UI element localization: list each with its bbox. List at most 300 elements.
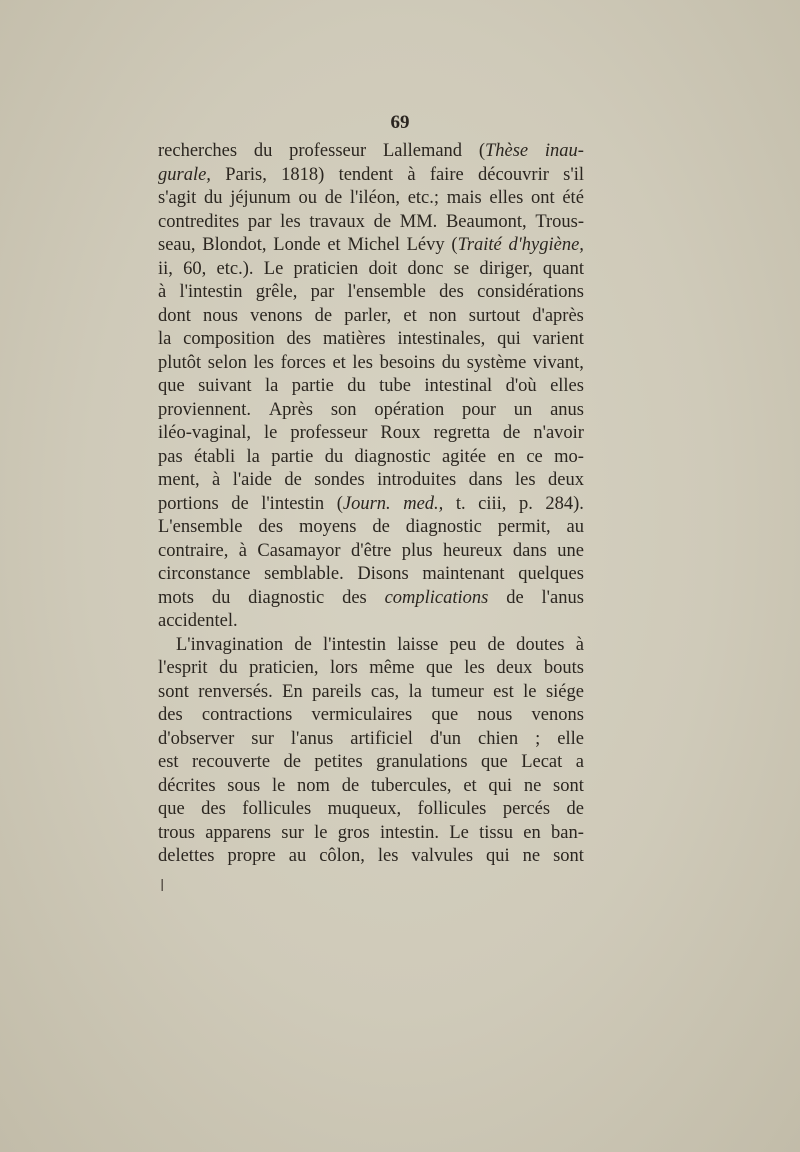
text-line	[158, 469, 584, 493]
text-line	[158, 422, 584, 446]
word-part: quelques	[518, 564, 584, 584]
word-part: que	[431, 705, 459, 725]
word	[286, 328, 311, 352]
word	[546, 681, 584, 705]
word	[383, 140, 462, 164]
word-part: de	[506, 587, 524, 608]
word	[449, 822, 469, 846]
word	[158, 493, 219, 517]
word	[158, 610, 238, 634]
word	[488, 775, 512, 799]
word-part: le	[314, 822, 328, 843]
word-part: intestin.	[379, 822, 440, 843]
word	[183, 258, 206, 282]
word	[431, 681, 483, 705]
word-part: recouverte	[192, 752, 271, 772]
word	[439, 281, 464, 305]
word-part: 284).	[545, 493, 584, 514]
text-line	[158, 775, 584, 799]
word-part: recherches	[158, 141, 238, 161]
word	[377, 469, 456, 493]
word-part: ont	[531, 188, 555, 208]
word	[447, 187, 482, 211]
word	[289, 845, 306, 869]
word-part: que	[481, 752, 508, 772]
word	[249, 657, 318, 681]
text-line	[158, 234, 584, 258]
word	[158, 211, 239, 235]
text-line	[158, 187, 584, 211]
word	[312, 704, 413, 728]
body-text	[158, 140, 584, 869]
word	[379, 375, 411, 399]
word	[524, 775, 541, 799]
word	[551, 822, 584, 846]
word-part: introduites	[377, 470, 457, 490]
word	[299, 187, 318, 211]
word-part: ;	[535, 728, 541, 749]
word-part: s'agit	[158, 188, 197, 208]
word	[281, 822, 304, 846]
word-part: Londe	[273, 235, 321, 255]
word-part: du	[253, 141, 273, 161]
word	[250, 305, 302, 329]
word	[176, 634, 283, 658]
word-part: contractions	[201, 705, 293, 725]
word	[282, 681, 303, 705]
word-part: a	[575, 752, 584, 772]
word	[518, 563, 584, 587]
word-part: tendent	[338, 164, 394, 185]
word-part: 60,	[183, 258, 207, 279]
word	[563, 164, 584, 188]
word	[426, 657, 453, 681]
word	[478, 164, 549, 188]
word	[479, 140, 528, 164]
word-part: professeur	[289, 141, 367, 161]
word-part: été	[562, 188, 584, 208]
word-part: sont	[553, 775, 584, 796]
word	[576, 751, 584, 775]
word	[403, 493, 443, 517]
word-part: ou	[298, 188, 318, 208]
word-part: praticien,	[249, 658, 319, 678]
word	[225, 164, 267, 188]
text-line	[158, 681, 584, 705]
word-part: MM.	[399, 211, 438, 232]
word	[289, 140, 366, 164]
word-part: selon	[207, 352, 247, 373]
word-part: Paris,	[225, 164, 267, 185]
word	[433, 422, 490, 446]
word	[554, 446, 584, 470]
word	[545, 493, 584, 517]
text-line	[158, 281, 584, 305]
page-number: 69	[390, 112, 410, 133]
text-line	[158, 375, 584, 399]
word-part: travaux	[309, 211, 365, 232]
word	[350, 728, 413, 752]
word	[408, 258, 444, 282]
word	[272, 775, 285, 799]
word	[265, 375, 278, 399]
word-part: et	[332, 352, 346, 373]
word-part: et	[327, 235, 341, 255]
word-part: de	[294, 634, 312, 655]
word-part: qui	[486, 846, 510, 866]
word	[380, 422, 420, 446]
word	[347, 375, 366, 399]
word	[409, 681, 422, 705]
word	[291, 728, 333, 752]
word-part: donc	[407, 258, 444, 279]
word	[158, 657, 208, 681]
word	[454, 258, 469, 282]
word	[557, 728, 584, 752]
word-part: même	[369, 658, 415, 678]
word	[567, 798, 584, 822]
word	[469, 305, 520, 329]
word	[264, 422, 277, 446]
word-part: l'ensemble	[347, 282, 426, 302]
word	[376, 751, 467, 775]
word	[248, 587, 324, 611]
word-part: surtout	[468, 305, 521, 326]
word-part: des	[258, 517, 284, 537]
word	[430, 164, 464, 188]
word	[463, 775, 476, 799]
word-part: découvrir	[477, 164, 549, 185]
word-part: venons	[531, 705, 584, 725]
word	[548, 469, 584, 493]
word	[158, 187, 196, 211]
word	[479, 258, 532, 282]
word-part: diagnostic	[248, 587, 325, 608]
word	[328, 798, 401, 822]
word-part: laisse	[397, 634, 439, 655]
word-part: nous	[203, 305, 238, 326]
word	[553, 845, 584, 869]
word	[478, 728, 518, 752]
word-part: cas,	[370, 681, 400, 702]
word-part: proviennent.	[158, 399, 251, 420]
word-part: Le	[449, 822, 469, 843]
word	[523, 681, 536, 705]
word-part: dans	[512, 540, 547, 561]
italic-word-part: d'hygiène,	[508, 235, 584, 255]
word-part: que	[426, 658, 453, 678]
word-part: elle	[557, 728, 584, 749]
word	[158, 728, 234, 752]
word-part: par	[247, 211, 272, 232]
word	[385, 587, 489, 611]
word-part: intestinal	[424, 376, 493, 396]
word	[371, 775, 452, 799]
word	[514, 399, 533, 423]
word	[369, 258, 398, 282]
word	[332, 352, 345, 376]
word-part: parler,	[344, 305, 392, 326]
word-part: diriger,	[479, 258, 533, 279]
word-part: etc.;	[407, 188, 440, 208]
word-part: un	[513, 399, 533, 420]
italic-word-part: Journ.	[342, 493, 391, 514]
word	[158, 258, 173, 282]
word-part: plus	[401, 540, 433, 561]
word-part: follicules	[417, 799, 487, 819]
word	[292, 375, 334, 399]
word-part: intestinales,	[397, 329, 486, 349]
word	[208, 352, 247, 376]
text-line	[158, 634, 584, 658]
word	[158, 516, 243, 540]
word	[311, 281, 335, 305]
text-line	[158, 822, 584, 846]
word	[451, 234, 501, 258]
word	[198, 681, 272, 705]
word-part: granulations	[376, 752, 468, 772]
word	[400, 211, 438, 235]
word	[314, 822, 327, 846]
word	[280, 211, 301, 235]
word-part: Blondot,	[202, 235, 267, 255]
word	[424, 375, 492, 399]
word	[158, 563, 250, 587]
word-part: considérations	[477, 282, 584, 302]
word-part: ce	[526, 446, 543, 467]
word-part: d'après	[532, 305, 584, 326]
text-line	[158, 328, 584, 352]
word-part: la	[246, 446, 260, 467]
word-part: la	[158, 329, 172, 349]
word	[158, 399, 251, 423]
word-part: au	[288, 846, 307, 866]
word	[533, 422, 584, 446]
word	[281, 164, 324, 188]
word-part: de	[566, 799, 584, 819]
word	[489, 187, 523, 211]
word-part: maintenant	[422, 564, 505, 584]
word-part: de	[487, 634, 505, 655]
word	[533, 328, 584, 352]
word-part: sous	[227, 775, 261, 796]
word-part: heureux	[442, 540, 503, 561]
word-part: portions	[158, 493, 219, 514]
word	[497, 328, 521, 352]
word	[342, 587, 367, 611]
word	[204, 187, 223, 211]
text-line	[158, 704, 584, 728]
text-line	[158, 540, 584, 564]
word	[323, 328, 386, 352]
word-part: les	[377, 846, 399, 866]
word	[309, 211, 364, 235]
word-part: à	[158, 282, 167, 302]
word	[543, 258, 584, 282]
word	[467, 352, 527, 376]
word	[487, 634, 504, 658]
word-part: delettes	[158, 846, 215, 866]
word-part: de	[502, 423, 521, 443]
word	[553, 775, 584, 799]
word-part: quant	[542, 258, 584, 279]
word-part: est	[158, 752, 179, 772]
word-part: (	[478, 141, 485, 161]
word	[357, 563, 408, 587]
word	[397, 328, 485, 352]
word-part: le	[271, 775, 286, 796]
word	[403, 305, 416, 329]
word	[544, 657, 584, 681]
word	[158, 469, 200, 493]
text-line	[158, 751, 584, 775]
word	[325, 446, 344, 470]
word-part: des	[342, 587, 367, 608]
word	[380, 352, 436, 376]
word-part: matières	[322, 329, 386, 349]
text-line	[158, 305, 584, 329]
word-part: l'intestin	[179, 282, 243, 302]
word-part: en	[497, 446, 515, 467]
text-line	[158, 258, 584, 282]
word-part: seau,	[158, 235, 196, 255]
word-part: du	[347, 376, 366, 396]
word-part: de	[373, 211, 392, 232]
word-part: (	[451, 235, 458, 255]
word	[516, 634, 564, 658]
word	[281, 352, 326, 376]
word-part: (	[336, 493, 343, 514]
word	[194, 446, 235, 470]
word	[545, 140, 584, 164]
word	[418, 798, 487, 822]
text-line	[158, 352, 584, 376]
word-part: des	[439, 282, 464, 302]
word-part: composition	[183, 329, 275, 349]
word	[258, 516, 283, 540]
word	[323, 634, 386, 658]
text-line	[158, 140, 584, 164]
word-part: contredites	[158, 211, 240, 232]
word-part: une	[557, 540, 584, 561]
word	[297, 775, 330, 799]
word-part: valvules	[411, 846, 474, 866]
word	[374, 399, 444, 423]
word-part: à	[575, 634, 584, 655]
word-part: doit	[368, 258, 398, 279]
word-part: percés	[502, 799, 551, 819]
word-part: ii,	[158, 258, 173, 279]
word	[503, 798, 550, 822]
italic-word-part: gurale,	[158, 164, 211, 185]
word	[257, 540, 340, 564]
word	[251, 728, 274, 752]
word	[158, 305, 191, 329]
word-part: petites	[314, 752, 363, 772]
word	[422, 563, 504, 587]
word-part: Le	[263, 258, 284, 279]
word-part: l'aide	[232, 470, 272, 490]
word	[371, 681, 399, 705]
word-part: de	[231, 493, 249, 514]
word-part: contraire,	[158, 540, 229, 561]
word-part: suivant	[198, 376, 252, 396]
word	[203, 305, 238, 329]
word-part: En	[282, 681, 303, 702]
word-part: deux	[547, 470, 584, 490]
word	[254, 140, 273, 164]
text-line	[158, 211, 584, 235]
word-part: la	[264, 376, 279, 396]
word-part: faire	[429, 164, 464, 185]
word	[212, 469, 220, 493]
word-part: des	[201, 799, 226, 819]
word	[192, 751, 270, 775]
word-part: opération	[374, 399, 445, 420]
word	[562, 187, 584, 211]
word-part: ne	[523, 775, 542, 796]
word	[198, 375, 251, 399]
word-part: sur	[281, 822, 304, 843]
word	[158, 845, 215, 869]
word	[337, 493, 391, 517]
word-part: non	[428, 305, 457, 326]
word-part: que	[158, 799, 185, 819]
word-part: Trous-	[535, 211, 584, 232]
word-part: à	[238, 540, 247, 561]
word	[273, 234, 320, 258]
word	[347, 234, 399, 258]
word-part: l'anus	[290, 728, 334, 749]
word-part: Disons	[357, 564, 409, 584]
word-part: apparens	[205, 822, 272, 843]
word	[239, 540, 247, 564]
word	[158, 352, 201, 376]
text-line	[158, 516, 584, 540]
word	[481, 751, 508, 775]
word	[493, 681, 514, 705]
word	[351, 540, 391, 564]
word	[319, 845, 365, 869]
word-part: tube	[379, 376, 411, 396]
word	[339, 164, 393, 188]
word-part: la	[408, 681, 422, 702]
word-part: l'intestin	[261, 493, 325, 514]
word-part: à	[407, 164, 416, 185]
word-part: le	[523, 681, 537, 702]
word	[315, 305, 332, 329]
word-part: follicules	[242, 799, 312, 819]
word	[469, 469, 503, 493]
word	[533, 352, 584, 376]
word	[477, 704, 512, 728]
word	[158, 281, 166, 305]
word-part: siége	[545, 681, 584, 702]
word-part: praticien	[293, 258, 359, 279]
word-part: qui	[497, 329, 521, 349]
word	[242, 798, 311, 822]
word	[446, 211, 527, 235]
word	[378, 845, 399, 869]
word	[486, 845, 510, 869]
word	[372, 516, 389, 540]
word-part: de	[314, 305, 333, 326]
word	[506, 587, 523, 611]
word-part: permit,	[497, 517, 551, 537]
word	[314, 469, 364, 493]
word-part: partie	[271, 446, 314, 467]
word-part: dans	[468, 470, 503, 490]
